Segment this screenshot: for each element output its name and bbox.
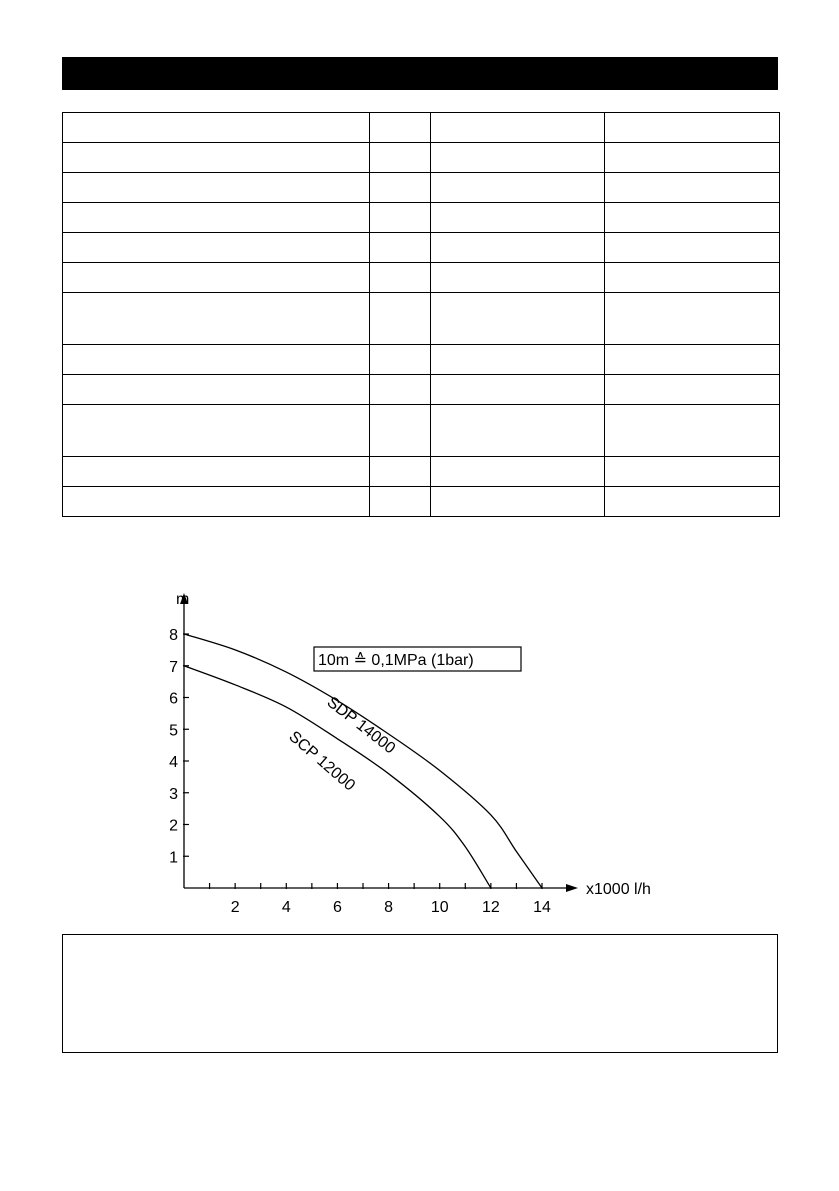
table-row — [63, 457, 780, 487]
x-tick-label: 12 — [481, 899, 500, 916]
table-cell — [63, 375, 370, 405]
table-cell — [63, 113, 370, 143]
pump-performance-chart — [0, 560, 839, 920]
table-cell — [431, 173, 605, 203]
table-cell — [370, 487, 431, 517]
table-cell — [605, 173, 780, 203]
table-cell — [431, 345, 605, 375]
table-cell — [605, 375, 780, 405]
table-cell — [431, 293, 605, 345]
table-cell — [370, 375, 431, 405]
x-axis-label: x1000 l/h — [586, 881, 651, 898]
table-cell — [370, 293, 431, 345]
table-cell — [605, 263, 780, 293]
table-cell — [370, 113, 431, 143]
table-row — [63, 113, 780, 143]
table-row — [63, 375, 780, 405]
x-tick-label: 2 — [230, 899, 240, 916]
series-label: SDP 14000 — [323, 693, 399, 758]
table-cell — [431, 143, 605, 173]
table-cell — [605, 457, 780, 487]
x-tick-label: 4 — [281, 899, 291, 916]
table-cell — [370, 233, 431, 263]
table-cell — [63, 487, 370, 517]
table-row — [63, 143, 780, 173]
table-cell — [605, 113, 780, 143]
table-row — [63, 487, 780, 517]
table-cell — [431, 233, 605, 263]
table-cell — [605, 143, 780, 173]
table-cell — [370, 263, 431, 293]
table-row — [63, 345, 780, 375]
table-row — [63, 233, 780, 263]
table-cell — [370, 143, 431, 173]
annotation-text: 10m ≙ 0,1MPa (1bar) — [318, 652, 474, 669]
table-cell — [605, 293, 780, 345]
table-cell — [63, 233, 370, 263]
x-tick-label: 10 — [430, 899, 449, 916]
y-tick-label: 6 — [169, 690, 178, 708]
chart-labels — [169, 591, 651, 916]
y-tick-label: 3 — [169, 785, 178, 803]
chart-ticks — [183, 634, 542, 889]
y-tick-label: 8 — [169, 627, 178, 644]
table-cell — [605, 405, 780, 457]
x-axis-arrow — [566, 884, 578, 892]
table-cell — [63, 263, 370, 293]
series-line-sdp-14000 — [184, 634, 542, 888]
table-cell — [63, 345, 370, 375]
table-cell — [63, 293, 370, 345]
table-cell — [431, 203, 605, 233]
table-row — [63, 263, 780, 293]
section-title-bar — [62, 57, 778, 90]
table-cell — [605, 345, 780, 375]
table-row — [63, 173, 780, 203]
x-tick-label: 8 — [384, 899, 394, 916]
y-axis-label: m — [176, 591, 190, 608]
table-cell — [370, 173, 431, 203]
y-tick-label: 4 — [169, 754, 178, 771]
chart-series — [184, 634, 542, 888]
table-cell — [63, 405, 370, 457]
table-row — [63, 405, 780, 457]
y-tick-label: 5 — [169, 722, 178, 740]
table-cell — [605, 487, 780, 517]
series-label: SCP 12000 — [285, 728, 359, 795]
table-row — [63, 293, 780, 345]
table-cell — [431, 263, 605, 293]
table-cell — [370, 345, 431, 375]
table-cell — [605, 203, 780, 233]
table-cell — [431, 375, 605, 405]
table-cell — [431, 457, 605, 487]
table-cell — [63, 203, 370, 233]
table-cell — [431, 113, 605, 143]
table-cell — [63, 143, 370, 173]
x-tick-label: 6 — [332, 899, 342, 916]
table-cell — [63, 457, 370, 487]
table-cell — [605, 233, 780, 263]
table-row — [63, 203, 780, 233]
technical-data-table — [62, 112, 780, 517]
y-tick-label: 7 — [169, 658, 178, 676]
table-cell — [63, 173, 370, 203]
x-tick-label: 14 — [533, 899, 551, 916]
table-cell — [370, 405, 431, 457]
table-cell — [370, 457, 431, 487]
chart-svg — [0, 560, 839, 920]
table-cell — [431, 487, 605, 517]
note-box — [62, 934, 778, 1053]
y-tick-label: 1 — [169, 849, 178, 867]
table-cell — [431, 405, 605, 457]
y-tick-label: 2 — [169, 817, 178, 835]
table-cell — [370, 203, 431, 233]
